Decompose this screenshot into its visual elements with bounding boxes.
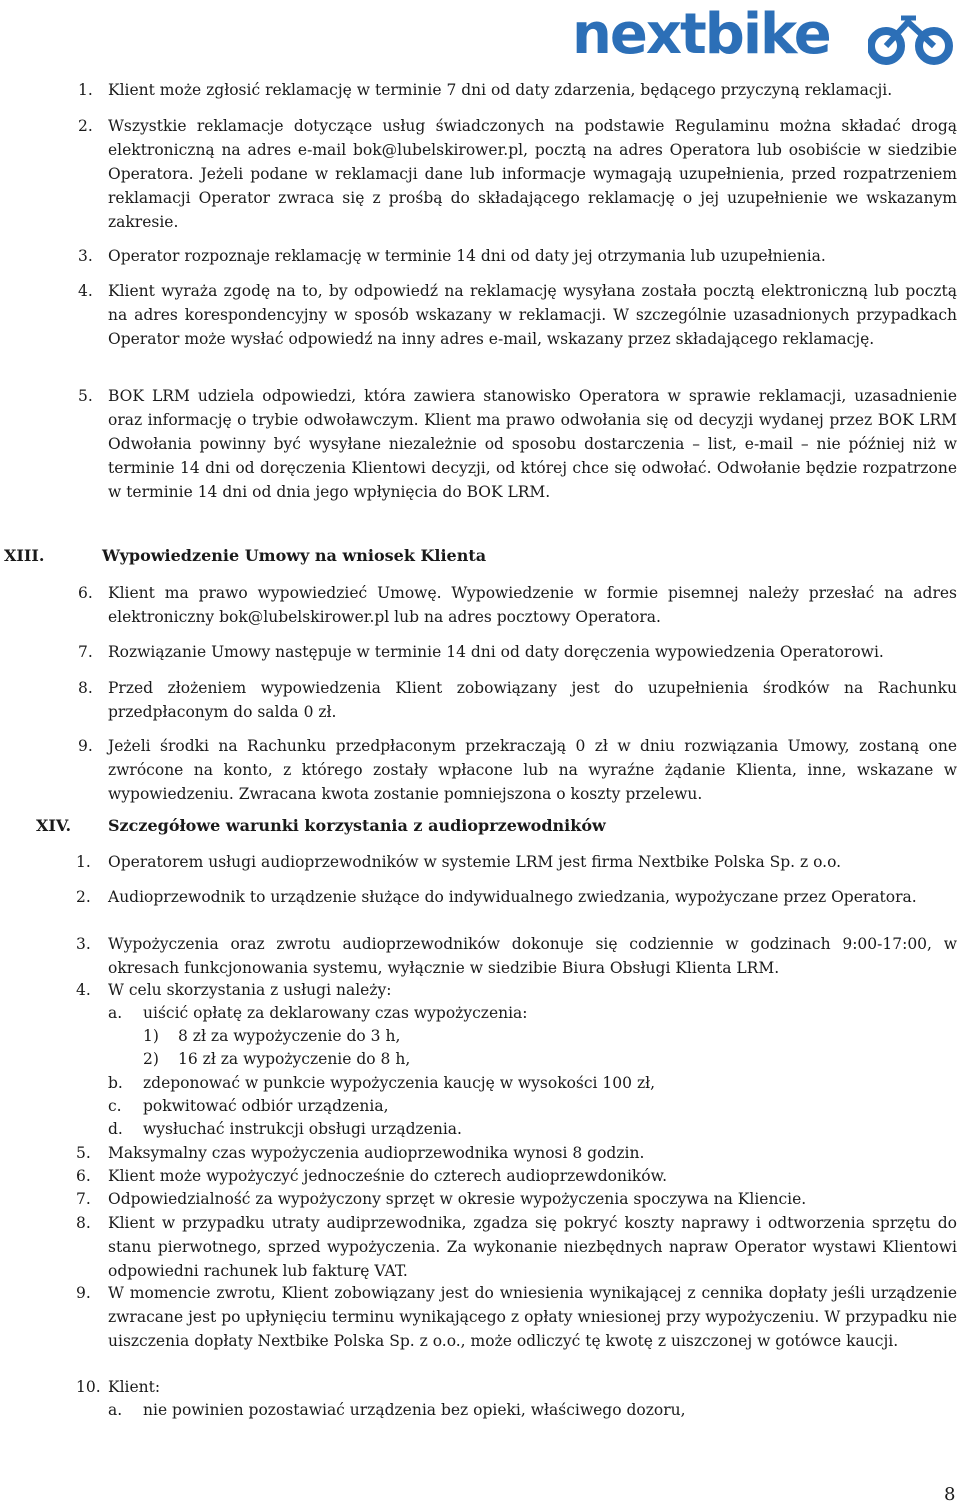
item-text: Przed złożeniem wypowiedzenia Klient zobowiązany jest do uzupełnienia środków na Rachunku przedpłaconym do salda 0 zł. (108, 679, 957, 721)
nextbike-logo (572, 2, 958, 70)
item-letter: d. (108, 1120, 123, 1138)
item-text: Audioprzewodnik to urządzenie służące do indywidualnego zwiedzania, wypożyczane przez Operatora. (108, 888, 917, 906)
item-text: Wszystkie reklamacje dotyczące usług świadczonych na podstawie Regulaminu można składać drogą elektroniczną na adres e-mail bok@lubelskirower.pl, pocztą na adres Operatora lub osobiście w siedzibie Operatora. Jeżeli podane w reklamacji dane lub informacje wymagają uzupełnienia, przed rozpatrzeniem reklamacji Operator zwraca się z prośbą do składającego reklamację o jej uzupełnienie we wskazanym zakresie. (108, 117, 957, 231)
item-text: wysłuchać instrukcji obsługi urządzenia. (143, 1120, 462, 1138)
item-number: 3. (76, 935, 91, 953)
bicycle-icon (868, 12, 958, 66)
item-number: 1. (76, 853, 91, 871)
item-text: Operatorem usługi audioprzewodników w systemie LRM jest firma Nextbike Polska Sp. z o.o. (108, 853, 842, 871)
logo-wordmark: nextbike (572, 2, 830, 67)
item-text: Klient ma prawo wypowiedzieć Umowę. Wypowiedzenie w formie pisemnej należy przesłać na adres elektroniczny bok@lubelskirower.pl lub na adres pocztowy Operatora. (108, 584, 957, 626)
item-letter: a. (108, 1004, 123, 1022)
item-text: 16 zł za wypożyczenie do 8 h, (178, 1050, 411, 1068)
item-number: 3. (78, 247, 93, 265)
item-number: 8. (76, 1214, 91, 1232)
item-number: 8. (78, 679, 93, 697)
item-number: 2. (78, 117, 93, 135)
item-text: Klient w przypadku utraty audiprzewodnika, zgadza się pokryć koszty naprawy i odtworzenia sprzętu do stanu pierwotnego, sprzed wypożyczenia. Za wykonanie niezbędnych napraw Operator wystawi Klientowi odpowiedni rachunek lub fakturę VAT. (108, 1214, 957, 1280)
item-number: 7. (78, 643, 93, 661)
item-number: 2) (143, 1050, 159, 1068)
item-number: 5. (78, 387, 93, 405)
item-number: 6. (76, 1167, 91, 1185)
item-text: nie powinien pozostawiać urządzenia bez opieki, właściwego dozoru, (143, 1401, 686, 1419)
item-text: Jeżeli środki na Rachunku przedpłaconym przekraczają 0 zł w dniu rozwiązania Umowy, zostaną one zwrócone na konto, z którego zostały wpłacone lub na wyraźne żądanie Klienta, inne, wskazane w wypowiedzeniu. Zwracana kwota zostanie pomniejszona o koszty przelewu. (108, 737, 957, 803)
page-number: 8 (944, 1484, 956, 1505)
item-text: W momencie zwrotu, Klient zobowiązany jest do wniesienia wynikającej z cennika dopłaty jeśli urządzenie zwracane jest po upłynięciu terminu wynikającego z opłaty wniesionej przy wypożyczeniu. W przypadku nie uiszczenia dopłaty Nextbike Polska Sp. z o.o., może odliczyć tę kwotę z uiszczonej w gotówce kaucji. (108, 1284, 957, 1350)
item-number: 6. (78, 584, 93, 602)
section-number: XIV. (36, 816, 72, 835)
item-text: BOK LRM udziela odpowiedzi, która zawiera stanowisko Operatora w sprawie reklamacji, uzasadnienie oraz informację o trybie odwoławczym. Klient ma prawo odwołania się od decyzji wydanej przez BOK LRM Odwołania powinny być wysyłane niezależnie od sposobu dostarczenia – list, e-mail – nie później niż w terminie 14 dni od doręczenia Klientowi decyzji, od której chce się odwołać. Odwołanie będzie rozpatrzone w terminie 14 dni od dnia jego wpłynięcia do BOK LRM. (108, 387, 957, 501)
item-number: 1) (143, 1027, 159, 1045)
item-number: 9. (78, 737, 93, 755)
item-number: 7. (76, 1190, 91, 1208)
item-text: 8 zł za wypożyczenie do 3 h, (178, 1027, 401, 1045)
item-text: Maksymalny czas wypożyczenia audioprzewodnika wynosi 8 godzin. (108, 1144, 645, 1162)
item-letter: a. (108, 1401, 123, 1419)
item-text: Klient może zgłosić reklamację w terminie 7 dni od daty zdarzenia, będącego przyczyną reklamacji. (108, 81, 893, 99)
section-title: Wypowiedzenie Umowy na wniosek Klienta (102, 546, 487, 565)
item-letter: c. (108, 1097, 122, 1115)
section-number: XIII. (4, 546, 45, 565)
item-text: Klient wyraża zgodę na to, by odpowiedź na reklamację wysyłana została pocztą elektroniczną lub pocztą na adres korespondencyjny w sposób wskazany w reklamacji. W szczególnie uzasadnionych przypadkach Operator może wysłać odpowiedź na inny adres e-mail, wskazany przez składającego reklamację. (108, 282, 957, 348)
item-text: Operator rozpoznaje reklamację w terminie 14 dni od daty jej otrzymania lub uzupełnienia. (108, 247, 826, 265)
item-text: Klient może wypożyczyć jednocześnie do czterech audioprzewdoników. (108, 1167, 667, 1185)
item-text: Rozwiązanie Umowy następuje w terminie 14 dni od daty doręczenia wypowiedzenia Operatorowi. (108, 643, 884, 661)
item-number: 10. (76, 1378, 101, 1396)
item-text: Klient: (108, 1378, 161, 1396)
item-number: 1. (78, 81, 93, 99)
item-number: 4. (76, 981, 91, 999)
item-number: 4. (78, 282, 93, 300)
item-text: Odpowiedzialność za wypożyczony sprzęt w okresie wypożyczenia spoczywa na Kliencie. (108, 1190, 807, 1208)
item-number: 2. (76, 888, 91, 906)
item-number: 5. (76, 1144, 91, 1162)
item-text: Wypożyczenia oraz zwrotu audioprzewodników dokonuje się codziennie w godzinach 9:00-17:00, w okresach funkcjonowania systemu, wyłącznie w siedzibie Biura Obsługi Klienta LRM. (108, 935, 957, 977)
item-text: W celu skorzystania z usługi należy: (108, 981, 392, 999)
item-text: uiścić opłatę za deklarowany czas wypożyczenia: (143, 1004, 528, 1022)
item-number: 9. (76, 1284, 91, 1302)
item-letter: b. (108, 1074, 123, 1092)
section-title: Szczegółowe warunki korzystania z audioprzewodników (108, 816, 606, 835)
item-text: pokwitować odbiór urządzenia, (143, 1097, 389, 1115)
item-text: zdeponować w punkcie wypożyczenia kaucję w wysokości 100 zł, (143, 1074, 656, 1092)
